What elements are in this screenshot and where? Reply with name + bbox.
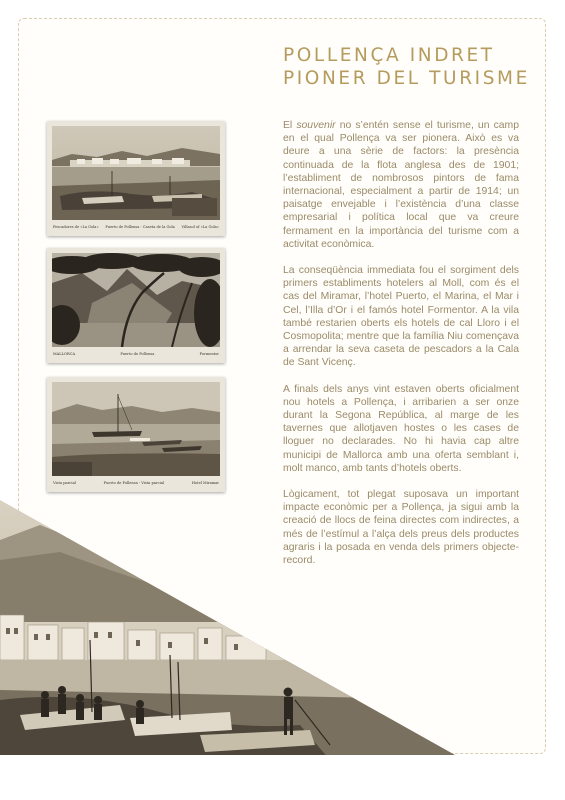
paragraph-2: La conseqüència immediata fou el sorgiment dels primers establiments hotelers al Moll, com és el cas del Miramar, l’hotel Puerto, el Marina, el Mar i Cel, l’Illa d’Or i el famós hotel Formentor. A la vila també restarien oberts els hotels de cal Lloro i el Cosmopolita; mentre que la família Niu començava a arrendar la seva caseta de pescadors a la Cala de Sant Vicenç.	[283, 265, 519, 369]
title-line-2: PIONER DEL TURISME	[283, 68, 530, 89]
paragraph-3: A finals dels anys vint estaven oberts oficialment nou hotels a Pollença, i arribarien a ser onze durant la Segona República, al marge de les tavernes que allotjaven hostes o les cases de lloguer no declarades. No hi havia cap altre municipi de Mallorca amb una oferta semblant i, molt manco, amb tants d’hotels oberts.	[283, 383, 519, 474]
italic-souvenir: souvenir	[296, 120, 336, 131]
postcard-formentor-caption: MALLORCA Puerto de Pollensa Formentor	[53, 352, 219, 356]
postcard-bay-caption: Vista parcial Puerto de Pollensa - Vista parcial Hotel Miramar	[53, 481, 219, 485]
paragraph-1: El souvenir no s’entén sense el turisme, un camp en el qual Pollença va ser pionera. Això es va deure a una sèrie de factors: la presència continuada de la flota anglesa des de 1901; l’establiment de nombrosos pintors de fama internacional, especialment a partir de 1914; un paisatge envejable i l’existència d’una classe empresarial i política local que va creure fermament en la importància del turisme com a activitat econòmica.	[283, 120, 519, 250]
postcard-harbour-caption: Pescadores de «La Gola» Puerto de Pollensa - Caseta de la Gola Villasol of «La Gola»	[53, 225, 219, 229]
paragraph-4: Lògicament, tot plegat suposava un important impacte econòmic per a Pollença, ja sigui amb la creació de llocs de feina directes com indirectes, a més de l’estímul a l’alça dels preus dels productes agraris i la posada en venda dels primers objecte-record.	[283, 489, 519, 567]
title-line-1: POLLENÇA INDRET	[283, 45, 495, 66]
